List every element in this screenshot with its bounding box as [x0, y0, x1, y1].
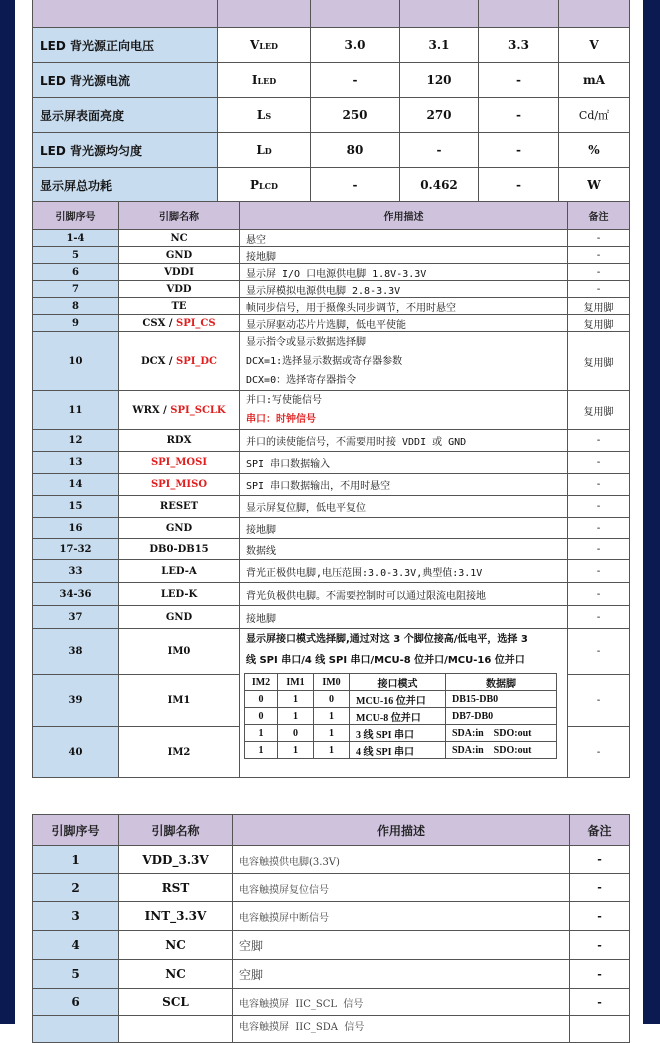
spec-max: - [479, 133, 559, 168]
pin-name: LED-A [119, 560, 240, 583]
pin-description: 电容触摸屏 IIC_SDA 信号 [233, 1016, 570, 1043]
spec-min: 3.0 [311, 28, 400, 63]
spec-typ: 120 [400, 63, 479, 98]
im-value: 0 [245, 708, 278, 725]
spec-label: 显示屏总功耗 [33, 168, 218, 203]
im-value: 1 [278, 691, 314, 708]
pin-note: - [568, 281, 630, 298]
spec-row [33, 63, 630, 98]
spec-unit: mA [559, 63, 630, 98]
spec-min: - [311, 63, 400, 98]
im-table-row [245, 742, 557, 759]
pin-row [33, 230, 630, 247]
pin-name: VDD_3.3V [119, 846, 233, 874]
spec-max: - [479, 98, 559, 133]
pin-row [33, 315, 630, 332]
touch-row [33, 874, 630, 902]
pin-number: 34-36 [33, 583, 119, 606]
pin-name: RESET [119, 496, 240, 518]
pin-name: SCL [119, 989, 233, 1016]
pin-row [33, 539, 630, 560]
pin-note: - [568, 606, 630, 629]
spec-row [33, 28, 630, 63]
pin-name: TE [119, 298, 240, 315]
pin-description: 空脚 [233, 931, 570, 960]
pin-row [33, 518, 630, 539]
pin-name: IM1 [119, 675, 240, 727]
touch-row [33, 902, 630, 931]
pin-note: - [570, 989, 630, 1016]
spec-symbol: PLCD [218, 168, 311, 203]
im-value: 1 [314, 725, 350, 742]
im-value: 1 [278, 708, 314, 725]
pin-description: 显示屏模拟电源供电脚 2.8-3.3V [240, 281, 568, 298]
pin-number: 10 [33, 332, 119, 391]
spec-symbol: VLED [218, 28, 311, 63]
im-header: IM0 [314, 674, 350, 691]
pin-note: 复用脚 [568, 391, 630, 430]
pin-row [33, 247, 630, 264]
spec-label: LED 背光源电流 [33, 63, 218, 98]
im-data-pins: SDA:in SDO:out [446, 742, 557, 759]
pin-number: 9 [33, 315, 119, 332]
pin-note: - [568, 247, 630, 264]
spec-min: 250 [311, 98, 400, 133]
spec-min: - [311, 168, 400, 203]
pin-name: GND [119, 606, 240, 629]
pin-name: GND [119, 518, 240, 539]
pin-description: 显示屏复位脚，低电平复位 [240, 496, 568, 518]
im-value: 0 [245, 691, 278, 708]
im-table-row [245, 691, 557, 708]
pin-note: - [568, 727, 630, 778]
pin-name: RDX [119, 430, 240, 452]
pin-description: 电容触摸供电脚(3.3V) [233, 846, 570, 874]
pin-description: SPI 串口数据输出，不用时悬空 [240, 474, 568, 496]
touch-row [33, 1016, 630, 1043]
header-description: 作用描述 [240, 202, 568, 230]
spec-label: 显示屏表面亮度 [33, 98, 218, 133]
pin-number: 40 [33, 727, 119, 778]
pin-number: 37 [33, 606, 119, 629]
im-table-header [245, 674, 557, 691]
spec-min: 80 [311, 133, 400, 168]
header-pin-name: 引脚名称 [119, 815, 233, 846]
pin-number: 13 [33, 452, 119, 474]
pin-name: RST [119, 874, 233, 902]
spec-label: LED 背光源正向电压 [33, 28, 218, 63]
pin-number: 14 [33, 474, 119, 496]
im-value: 1 [278, 742, 314, 759]
pin-number [33, 1016, 119, 1043]
pin-description: 显示屏驱动芯片片选脚，低电平使能 [240, 315, 568, 332]
pin-row [33, 264, 630, 281]
spec-unit: % [559, 133, 630, 168]
header-note: 备注 [570, 815, 630, 846]
pin-note: - [568, 430, 630, 452]
pin-description: 帧同步信号，用于摄像头同步调节，不用时悬空 [240, 298, 568, 315]
im-value: 0 [278, 725, 314, 742]
spec-typ: 3.1 [400, 28, 479, 63]
im-value: 1 [245, 725, 278, 742]
pin-note: - [570, 931, 630, 960]
header-pin-name: 引脚名称 [119, 202, 240, 230]
im-mode-table [244, 673, 557, 759]
im-mode: MCU-16 位并口 [350, 691, 446, 708]
pin-name: SPI_MISO [119, 474, 240, 496]
pin-name: NC [119, 230, 240, 247]
pin-number: 12 [33, 430, 119, 452]
header-pin-number: 引脚序号 [33, 815, 119, 846]
pin-note: - [568, 675, 630, 727]
pin-description: SPI 串口数据输入 [240, 452, 568, 474]
pin-row [33, 496, 630, 518]
pin-name: NC [119, 960, 233, 989]
im-header: 数据脚 [446, 674, 557, 691]
spec-unit: V [559, 28, 630, 63]
spec-row [33, 133, 630, 168]
spec-typ: 270 [400, 98, 479, 133]
pin-row [33, 560, 630, 583]
pin-description: 接地脚 [240, 247, 568, 264]
pin-description: 并口的读使能信号，不需要用时接 VDDI 或 GND [240, 430, 568, 452]
spec-typ: - [400, 133, 479, 168]
pin-description: 背光正极供电脚,电压范围:3.0-3.3V,典型值:3.1V [240, 560, 568, 583]
spec-typ: 0.462 [400, 168, 479, 203]
pin-note: - [570, 960, 630, 989]
pin-number: 33 [33, 560, 119, 583]
im-data-pins: SDA:in SDO:out [446, 725, 557, 742]
spec-row [33, 98, 630, 133]
pin-name: VDD [119, 281, 240, 298]
pin-name: IM2 [119, 727, 240, 778]
im-mode: 4 线 SPI 串口 [350, 742, 446, 759]
pin-name: GND [119, 247, 240, 264]
im-data-pins: DB15-DB0 [446, 691, 557, 708]
pin-description: 数据线 [240, 539, 568, 560]
pin-description: 显示指令或显示数据选择脚 DCX=1:选择显示数据或寄存器参数 DCX=0：选择寄存器指令 [240, 332, 568, 391]
pin-description: 空脚 [233, 960, 570, 989]
pin-note: - [568, 518, 630, 539]
header-description: 作用描述 [233, 815, 570, 846]
pin-name: NC [119, 931, 233, 960]
pin-description: 电容触摸屏中断信号 [233, 902, 570, 931]
pin-row [33, 281, 630, 298]
pin-note: - [568, 539, 630, 560]
pin-note: - [568, 629, 630, 675]
spec-unit: Cd/㎡ [559, 98, 630, 133]
spec-symbol: ILED [218, 63, 311, 98]
touch-pin-table [32, 814, 630, 1043]
pin-number: 1 [33, 846, 119, 874]
im-data-pins: DB7-DB0 [446, 708, 557, 725]
pin-name: INT_3.3V [119, 902, 233, 931]
pin-note: - [568, 560, 630, 583]
pin-description: 电容触摸屏复位信号 [233, 874, 570, 902]
pin-number: 7 [33, 281, 119, 298]
pin-note: - [570, 902, 630, 931]
pin-number: 16 [33, 518, 119, 539]
pin-number: 6 [33, 264, 119, 281]
pin-note: - [568, 264, 630, 281]
im-mode: 3 线 SPI 串口 [350, 725, 446, 742]
pin-number: 5 [33, 960, 119, 989]
pin-number: 3 [33, 902, 119, 931]
pin-row [33, 391, 630, 430]
spec-unit: W [559, 168, 630, 203]
pin-description: 悬空 [240, 230, 568, 247]
spec-row [33, 168, 630, 203]
pin-number: 5 [33, 247, 119, 264]
pin-description: 接地脚 [240, 518, 568, 539]
pin-note: - [568, 230, 630, 247]
pin-number: 4 [33, 931, 119, 960]
pin-row [33, 298, 630, 315]
pin-description: 并口:写使能信号 串口：时钟信号 [240, 391, 568, 430]
im-header: IM2 [245, 674, 278, 691]
touch-row [33, 846, 630, 874]
im-value: 1 [314, 742, 350, 759]
im-table-row [245, 725, 557, 742]
pin-note: - [568, 583, 630, 606]
touch-row [33, 960, 630, 989]
touch-row [33, 931, 630, 960]
im-value: 1 [314, 708, 350, 725]
header-note: 备注 [568, 202, 630, 230]
pin-description: 电容触摸屏 IIC_SCL 信号 [233, 989, 570, 1016]
pin-row [33, 606, 630, 629]
pin-name: LED-K [119, 583, 240, 606]
pin-number: 11 [33, 391, 119, 430]
spec-symbol: LS [218, 98, 311, 133]
pin-number: 38 [33, 629, 119, 675]
im-table-row [245, 708, 557, 725]
pin-description: 背光负极供电脚。不需要控制时可以通过限流电阻接地 [240, 583, 568, 606]
im-header: IM1 [278, 674, 314, 691]
spec-max: 3.3 [479, 28, 559, 63]
pin-number: 2 [33, 874, 119, 902]
pin-table-header [33, 202, 630, 230]
pin-note: - [568, 452, 630, 474]
pin-number: 17-32 [33, 539, 119, 560]
spec-header-remnant [33, 0, 630, 28]
pin-name: SPI_MOSI [119, 452, 240, 474]
im-value: 1 [245, 742, 278, 759]
pin-number: 39 [33, 675, 119, 727]
spec-max: - [479, 168, 559, 203]
touch-table-header [33, 815, 630, 846]
spec-max: - [479, 63, 559, 98]
im-description: 显示屏接口模式选择脚,通过对这 3 个脚位接高/低电平，选择 3 线 SPI 串口/4 线 SPI 串口/MCU-8 位并口/MCU-16 位并口 [246, 634, 528, 666]
pin-note: - [568, 474, 630, 496]
im-value: 0 [314, 691, 350, 708]
pin-row [33, 452, 630, 474]
pin-number: 1-4 [33, 230, 119, 247]
pin-note: - [570, 874, 630, 902]
pin-note: - [568, 496, 630, 518]
pin-number: 6 [33, 989, 119, 1016]
pin-name: DB0-DB15 [119, 539, 240, 560]
pin-description: 显示屏 I/O 口电源供电脚 1.8V-3.3V [240, 264, 568, 281]
pin-note: 复用脚 [568, 332, 630, 391]
pin-note: - [570, 846, 630, 874]
header-pin-number: 引脚序号 [33, 202, 119, 230]
pin-name: DCX / SPI_DC [119, 332, 240, 391]
pin-name: CSX / SPI_CS [119, 315, 240, 332]
pin-row [33, 332, 630, 391]
im-mode-cell [240, 629, 568, 778]
pin-name [119, 1016, 233, 1043]
pin-row [33, 629, 630, 675]
left-border-band [0, 0, 15, 1024]
backlight-spec-table [32, 0, 630, 203]
pin-note: 复用脚 [568, 315, 630, 332]
pin-number: 8 [33, 298, 119, 315]
pin-row [33, 430, 630, 452]
right-border-band [643, 0, 660, 1024]
pin-row [33, 583, 630, 606]
pin-number: 15 [33, 496, 119, 518]
pin-name: WRX / SPI_SCLK [119, 391, 240, 430]
pin-note: 复用脚 [568, 298, 630, 315]
display-pin-table [32, 201, 630, 778]
im-mode: MCU-8 位并口 [350, 708, 446, 725]
spec-symbol: LD [218, 133, 311, 168]
pin-name: IM0 [119, 629, 240, 675]
touch-row [33, 989, 630, 1016]
spec-label: LED 背光源均匀度 [33, 133, 218, 168]
pin-note [570, 1016, 630, 1043]
pin-name: VDDI [119, 264, 240, 281]
pin-row [33, 474, 630, 496]
im-header: 接口模式 [350, 674, 446, 691]
pin-description: 接地脚 [240, 606, 568, 629]
